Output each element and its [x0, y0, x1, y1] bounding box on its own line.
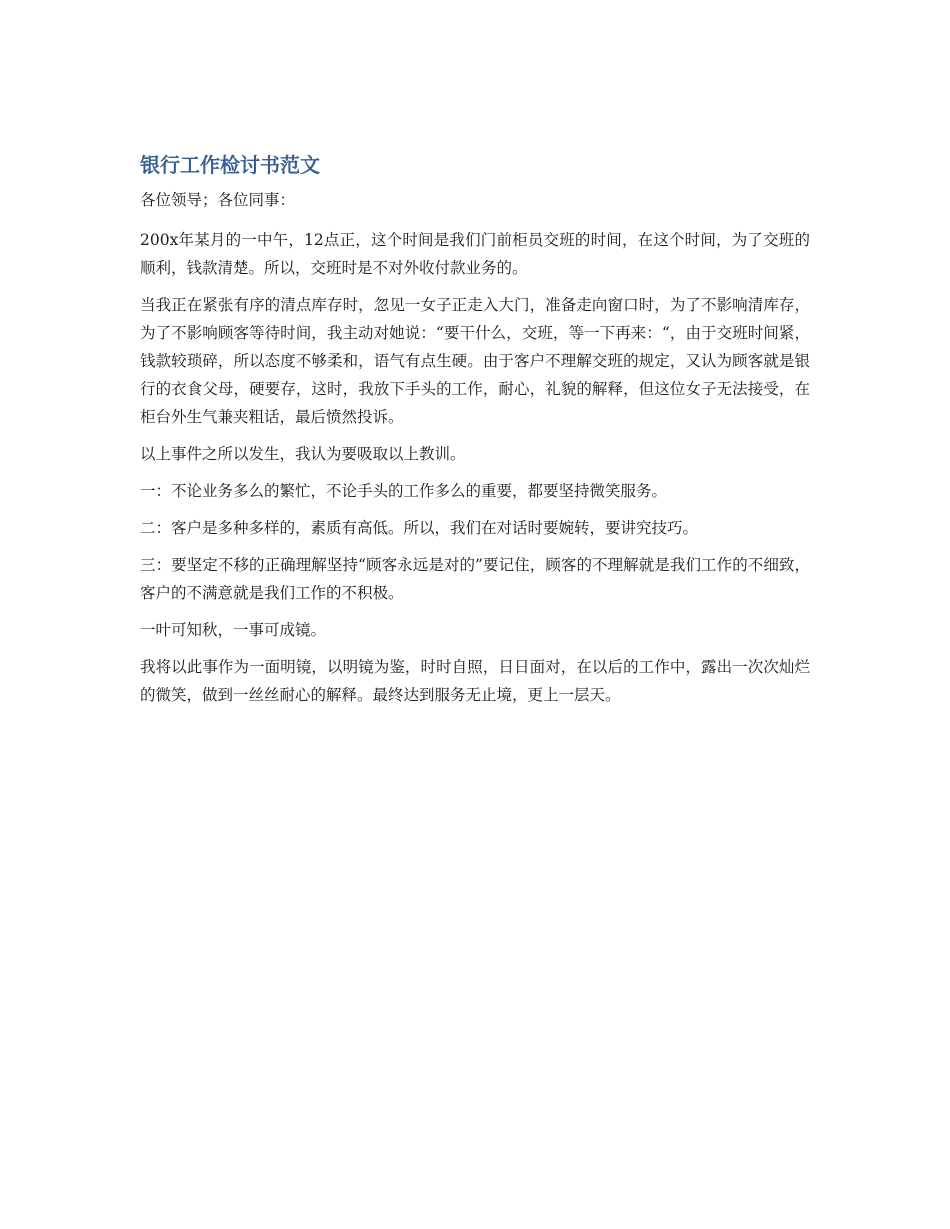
paragraph-2: 当我正在紧张有序的清点库存时，忽见一女子正走入大门，准备走向窗口时，为了不影响清库存，为了不影响顾客等待时间，我主动对她说：“要干什么，交班，等一下再来：“，由于交班时间紧，钱款较琐碎，所以态度不够柔和，语气有点生硬。由于客户不理解交班的规定，又认为顾客就是银行的衣食父母，硬要存，这时，我放下手头的工作，耐心，礼貌的解释，但这位女子无法接受，在柜台外生气兼夹粗话，最后愤然投诉。: [140, 296, 810, 426]
paragraph-4: 一：不论业务多么的繁忙，不论手头的工作多么的重要，都要坚持微笑服务。: [140, 482, 668, 500]
document-page: [140, 150, 810, 718]
paragraph-1: 200x年某月的一中午，12点正，这个时间是我们门前柜员交班的时间，在这个时间，为了交班的顺利，钱款清楚。所以，交班时是不对外收付款业务的。: [140, 231, 810, 277]
paragraph-8: 我将以此事作为一面明镜，以明镜为鉴，时时自照，日日面对，在以后的工作中，露出一次次灿烂的微笑，做到一丝丝耐心的解释。最终达到服务无止境，更上一层天。: [140, 658, 810, 704]
paragraph-5: 二：客户是多种多样的，素质有高低。所以，我们在对话时要婉转，要讲究技巧。: [140, 519, 699, 537]
paragraph-7: 一叶可知秋，一事可成镜。: [140, 621, 327, 639]
paragraph-3: 以上事件之所以发生，我认为要吸取以上教训。: [140, 445, 466, 463]
paragraph-6: 三：要坚定不移的正确理解坚持“顾客永远是对的”要记住，顾客的不理解就是我们工作的不细致，客户的不满意就是我们工作的不积极。: [140, 556, 810, 602]
greeting: 各位领导；各位同事：: [140, 191, 296, 209]
document-title: 银行工作检讨书范文: [140, 153, 320, 177]
